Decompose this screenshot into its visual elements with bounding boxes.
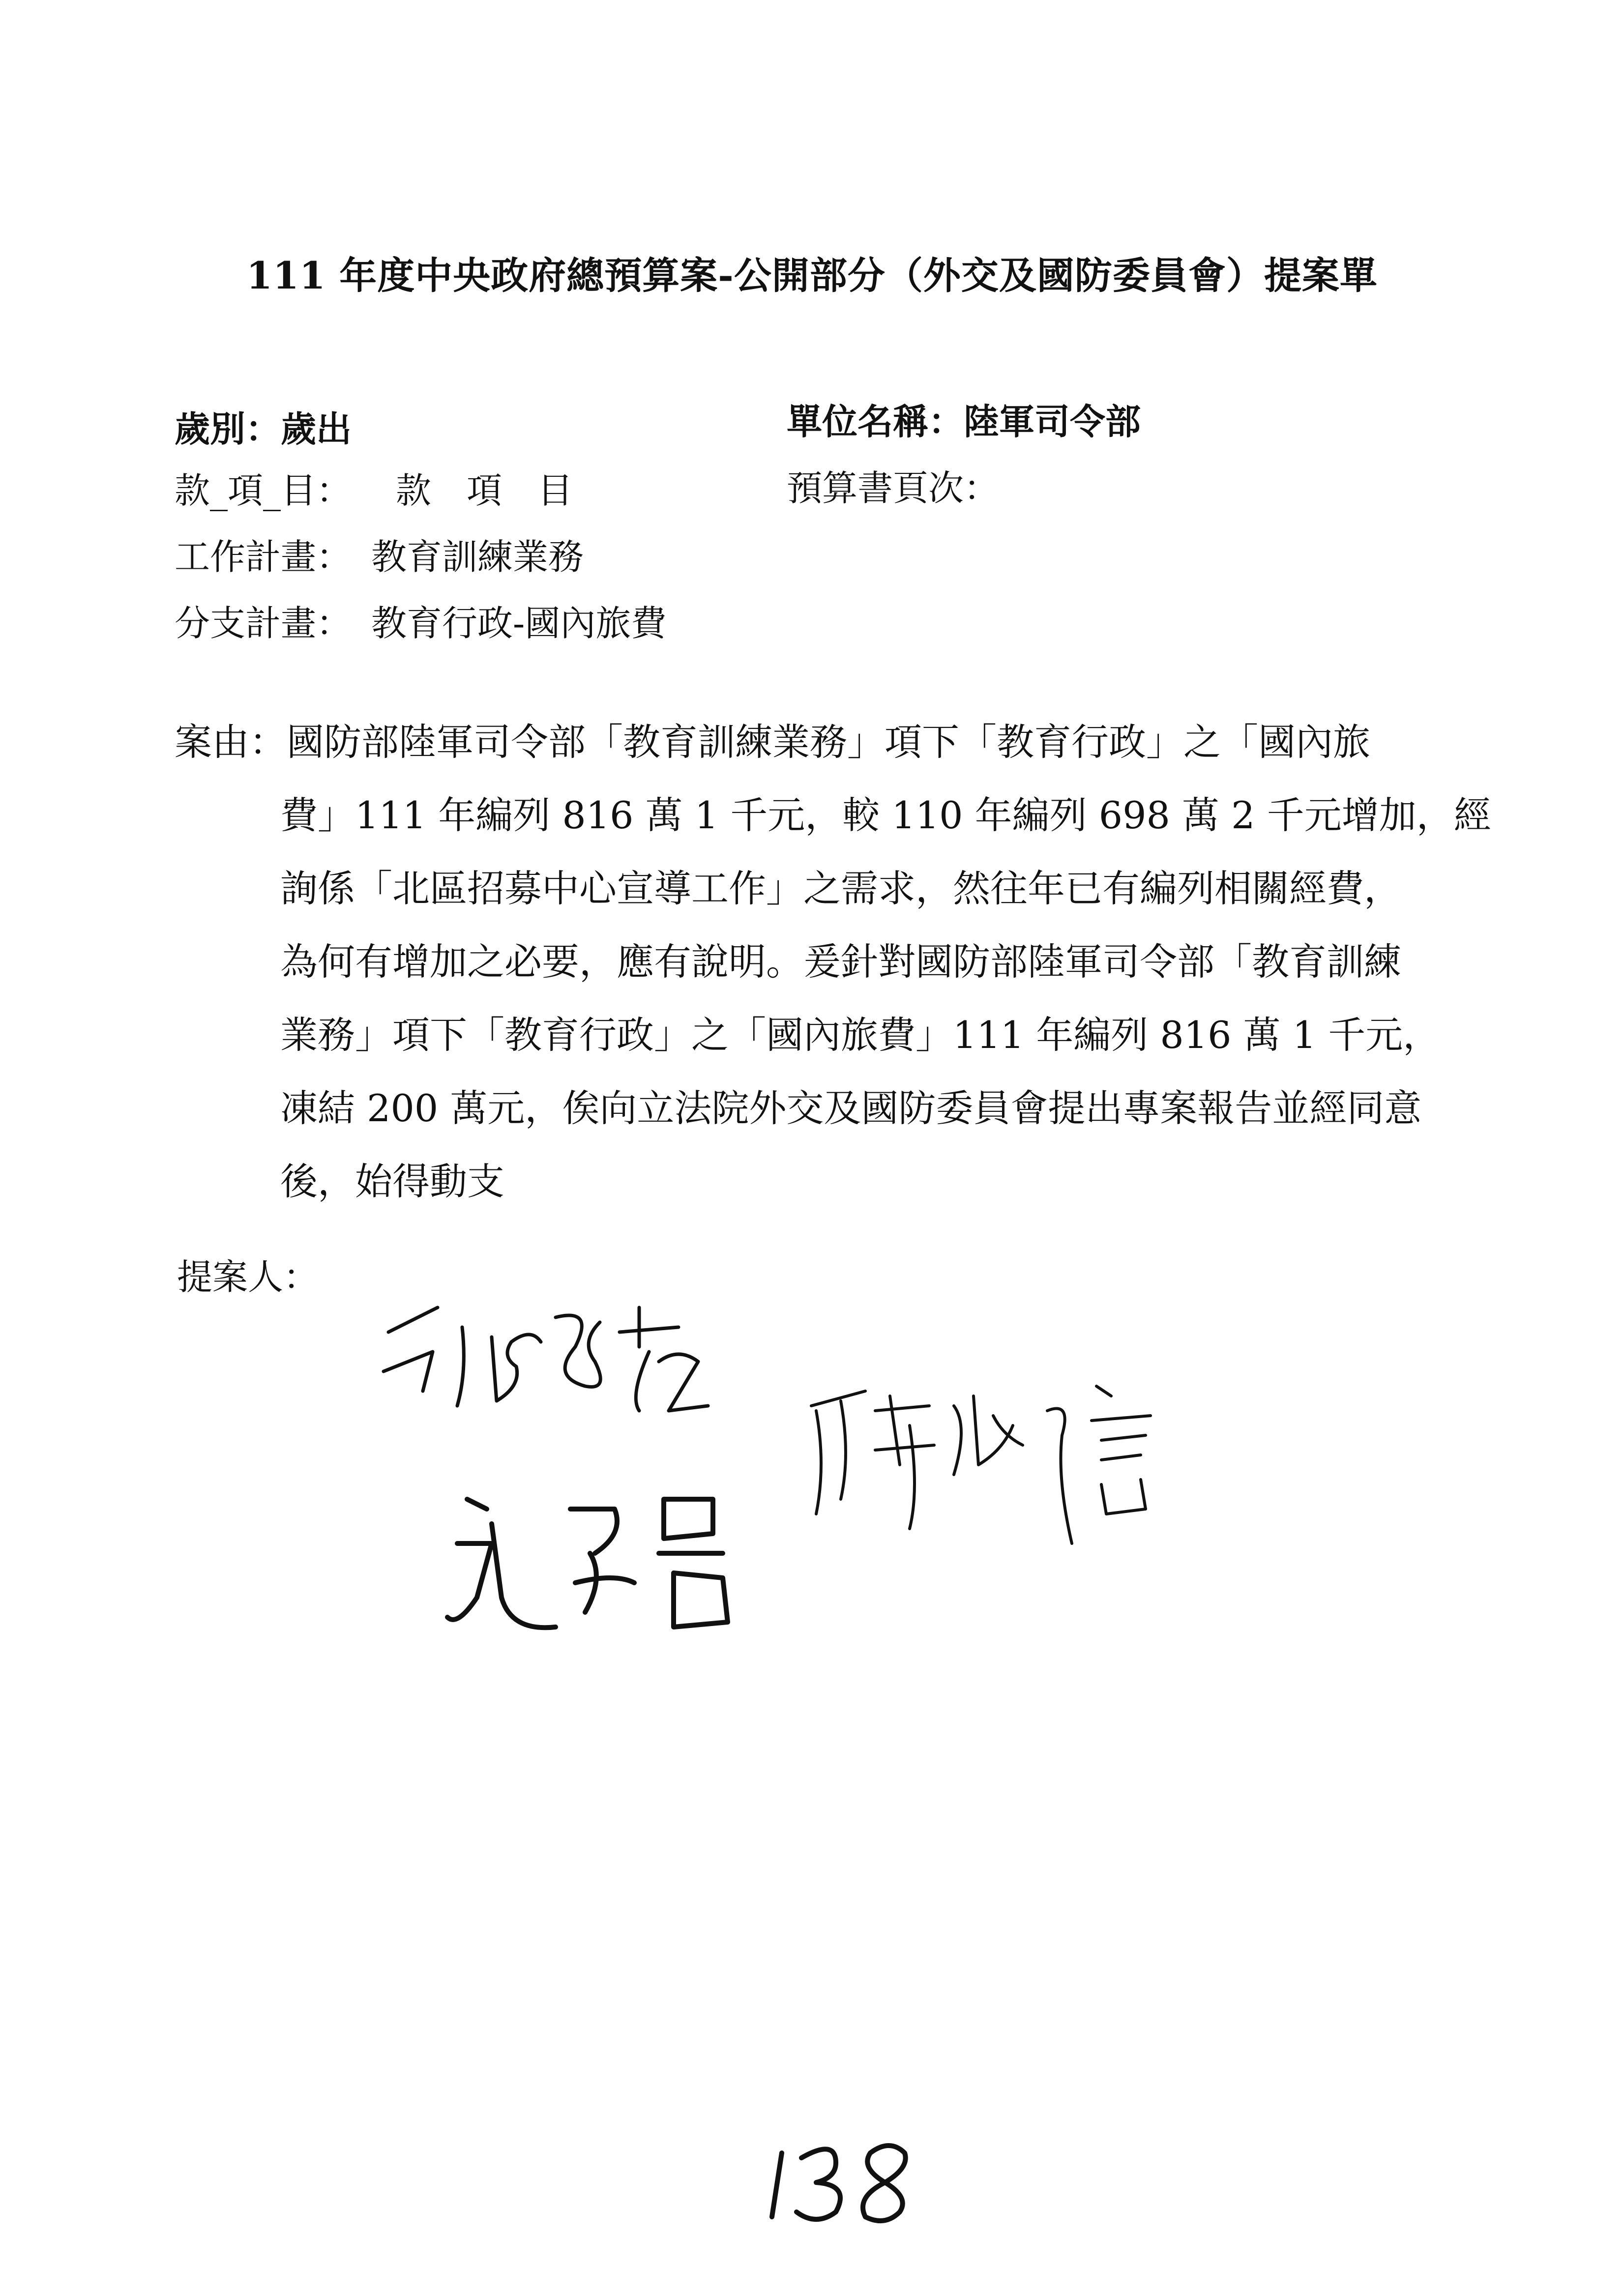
reason-line: 詢係「北區招募中心宣導工作」之需求，然往年已有編列相關經費， bbox=[280, 867, 1401, 910]
page-ref-label: 預算書頁次： bbox=[787, 467, 1000, 509]
signature-2 bbox=[797, 1366, 1239, 1553]
reason-first-line bbox=[175, 705, 1433, 779]
reason-line: 為何有增加之必要，應有說明。爰針對國防部陸軍司令部「教育訓練 bbox=[280, 940, 1401, 984]
reason-text: 國防部陸軍司令部「教育訓練業務」項下「教育行政」之「國內旅 bbox=[287, 720, 1370, 764]
item-field bbox=[175, 462, 573, 513]
proposer-label: 提案人： bbox=[177, 1256, 319, 1298]
reason-line: 凍結 200 萬元，俟向立法院外交及國防委員會提出專案報告並經同意 bbox=[280, 1086, 1422, 1130]
signature-1 bbox=[364, 1288, 777, 1435]
category-label: 歲別： bbox=[175, 408, 281, 450]
unit-label: 單位名稱： bbox=[787, 401, 964, 442]
category-value: 歲出 bbox=[281, 408, 352, 450]
plan-value: 教育訓練業務 bbox=[371, 536, 584, 578]
page-ref-field bbox=[787, 460, 999, 511]
reason-line: 後，始得動支 bbox=[280, 1160, 504, 1203]
unit-field bbox=[787, 393, 1141, 444]
signature-3 bbox=[428, 1470, 782, 1657]
page-number bbox=[762, 2128, 924, 2237]
subplan-value: 教育行政-國內旅費 bbox=[371, 603, 667, 644]
reason-block bbox=[175, 705, 1491, 1218]
item-value: 款 項 目 bbox=[396, 470, 573, 511]
subplan-label: 分支計畫： bbox=[175, 603, 352, 644]
subplan-field bbox=[175, 595, 666, 646]
document-title: 111 年度中央政府總預算案-公開部分（外交及國防委員會）提案單 bbox=[246, 254, 1378, 297]
item-label: 款_項_目： bbox=[175, 470, 352, 511]
plan-label: 工作計畫： bbox=[175, 536, 352, 578]
reason-label: 案由： bbox=[175, 720, 287, 764]
unit-value: 陸軍司令部 bbox=[964, 401, 1141, 442]
reason-line: 業務」項下「教育行政」之「國內旅費」111 年編列 816 萬 1 千元， bbox=[280, 1013, 1441, 1057]
reason-line: 費」111 年編列 816 萬 1 千元，較 110 年編列 698 萬 2 千元增加，經 bbox=[280, 793, 1491, 837]
category-field bbox=[175, 401, 352, 452]
plan-field bbox=[175, 528, 584, 580]
